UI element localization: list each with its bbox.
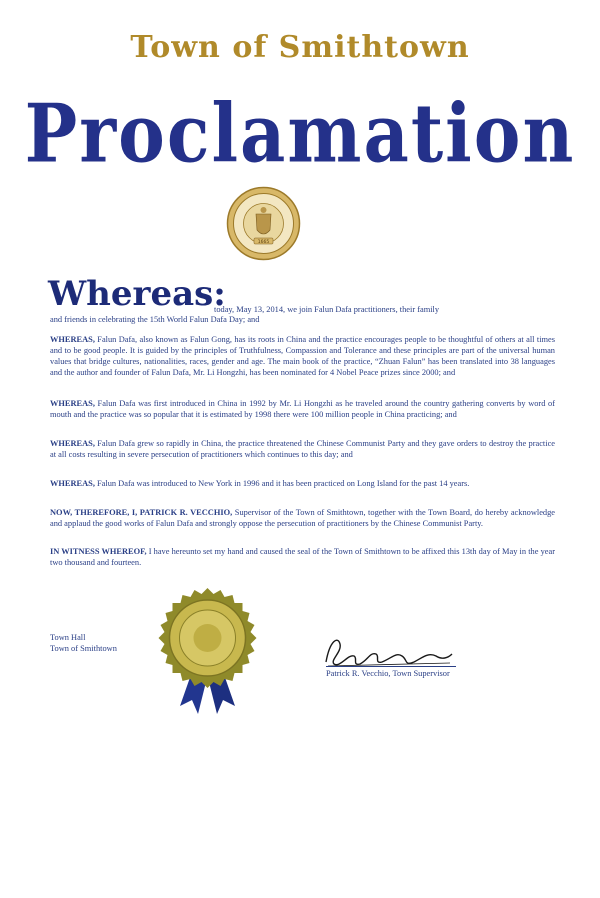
intro-line-2: and friends in celebrating the 15th World Falun Dafa Day; and bbox=[50, 315, 260, 324]
town-hall-address bbox=[50, 632, 117, 654]
paragraph-3 bbox=[50, 438, 555, 460]
paragraph-2-lead: WHEREAS, bbox=[50, 399, 95, 408]
paragraph-6-lead: IN WITNESS WHEREOF, bbox=[50, 547, 147, 556]
paragraph-3-text: Falun Dafa grew so rapidly in China, the practice threatened the Chinese Communist Party and they gave orders to destroy the practice at all costs resulting in severe persecution of practitioners which continues to this day; and bbox=[50, 439, 556, 459]
signer-name: Patrick R. Vecchio, Town Supervisor bbox=[326, 669, 450, 678]
paragraph-4-text: Falun Dafa was introduced to New York in 1996 and it has been practiced on Long Island for the past 14 years. bbox=[97, 479, 470, 488]
signature-line bbox=[326, 666, 456, 667]
whereas-heading: Whereas: bbox=[48, 274, 226, 314]
paragraph-6-text: I have hereunto set my hand and caused the seal of the Town of Smithtown to be affixed this 13th day of May in the year two thousand and fourteen. bbox=[50, 547, 555, 567]
paragraph-5-lead: NOW, THEREFORE, I, PATRICK R. VECCHIO, bbox=[50, 508, 233, 517]
town-hall-line-2: Town of Smithtown bbox=[50, 644, 117, 653]
paragraph-1-text: Falun Dafa, also known as Falun Gong, has its roots in China and the practice encourages people to be thoughtful of others at all times and to be good people. It is guided by the principles of Truthfulness, Compassion and Tolerance and these principles are part of the universal human values that bridge cultures, nationalities, races, gender and age. The main book of the practice, “Zhuan Falun” has been translated into 38 languages and the author and founder of Falun Dafa, Mr. Li Hongzhi, has been nominated for 4 Nobel Peace prizes since 2000; and bbox=[50, 335, 556, 377]
paragraph-2-text: Falun Dafa was first introduced in China in 1992 by Mr. Li Hongzhi as he traveled around the country gathering converts by word of mouth and the practice was so popular that it is estimated by 1998 there were 100 million people in China practicing; and bbox=[50, 399, 555, 419]
paragraph-5 bbox=[50, 507, 555, 529]
paragraph-4 bbox=[50, 478, 555, 489]
town-seal bbox=[226, 186, 301, 261]
paragraph-4-lead: WHEREAS, bbox=[50, 479, 95, 488]
paragraph-5-text: Supervisor of the Town of Smithtown, together with the Town Board, do hereby acknowledge and applaud the good works of Falun Dafa and strongly oppose the persecution of practitioners by the Chinese Communist Party. bbox=[50, 508, 555, 528]
seal-year: 1665 bbox=[257, 240, 270, 245]
intro-line-1: today, May 13, 2014, we join Falun Dafa practitioners, their family bbox=[214, 305, 440, 314]
town-heading: Town of Smithtown bbox=[130, 30, 470, 65]
gold-foil-seal bbox=[150, 586, 265, 731]
paragraph-1-lead: WHEREAS, bbox=[50, 335, 95, 344]
paragraph-2 bbox=[50, 398, 555, 420]
paragraph-6 bbox=[50, 546, 555, 568]
paragraph-1 bbox=[50, 334, 555, 378]
proclamation-title: Proclamation bbox=[24, 85, 576, 182]
paragraph-3-lead: WHEREAS, bbox=[50, 439, 95, 448]
town-hall-line-1: Town Hall bbox=[50, 633, 86, 642]
